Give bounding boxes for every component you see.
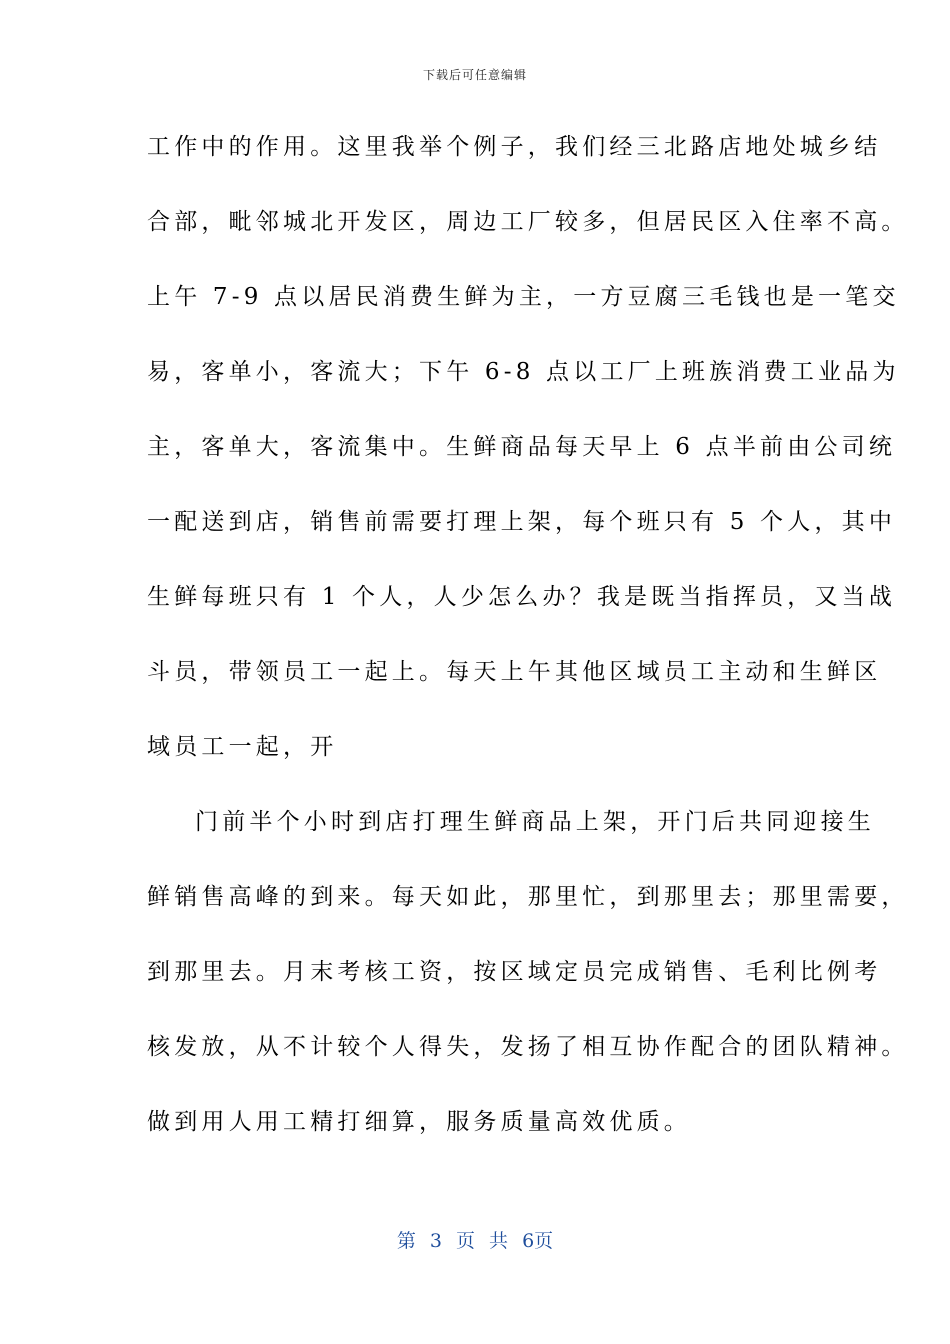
text-line: 到那里去。月末考核工资，按区域定员完成销售、毛利比例考 bbox=[147, 959, 882, 985]
paragraph-start-line: 门前半个小时到店打理生鲜商品上架，开门后共同迎接生 bbox=[195, 809, 875, 835]
text-line: 鲜销售高峰的到来。每天如此，那里忙，到那里去；那里需要， bbox=[147, 884, 909, 910]
text-line: 核发放，从不计较个人得失，发扬了相互协作配合的团队精神。 bbox=[147, 1034, 909, 1060]
page-number-footer: 第 3 页 共 6页 bbox=[396, 1230, 554, 1252]
text-line: 合部，毗邻城北开发区，周边工厂较多，但居民区入住率不高。 bbox=[147, 209, 909, 235]
text-line: 工作中的作用。这里我举个例子，我们经三北路店地处城乡结 bbox=[147, 134, 882, 160]
document-body bbox=[147, 122, 909, 1172]
text-line: 斗员，带领员工一起上。每天上午其他区域员工主动和生鲜区 bbox=[147, 659, 882, 685]
text-line: 域员工一起，开 bbox=[147, 734, 338, 760]
text-line: 上午 7-9 点以居民消费生鲜为主，一方豆腐三毛钱也是一笔交 bbox=[147, 284, 900, 310]
text-line: 生鲜每班只有 1 个人，人少怎么办？我是既当指挥员，又当战 bbox=[147, 584, 897, 610]
header-note: 下载后可任意编辑 bbox=[422, 68, 527, 82]
text-line: 易，客单小，客流大；下午 6-8 点以工厂上班族消费工业品为 bbox=[147, 359, 900, 385]
text-line: 做到用人用工精打细算，服务质量高效优质。 bbox=[147, 1109, 691, 1135]
text-line: 主，客单大，客流集中。生鲜商品每天早上 6 点半前由公司统 bbox=[147, 434, 897, 460]
text-line: 一配送到店，销售前需要打理上架，每个班只有 5 个人，其中 bbox=[147, 509, 897, 535]
